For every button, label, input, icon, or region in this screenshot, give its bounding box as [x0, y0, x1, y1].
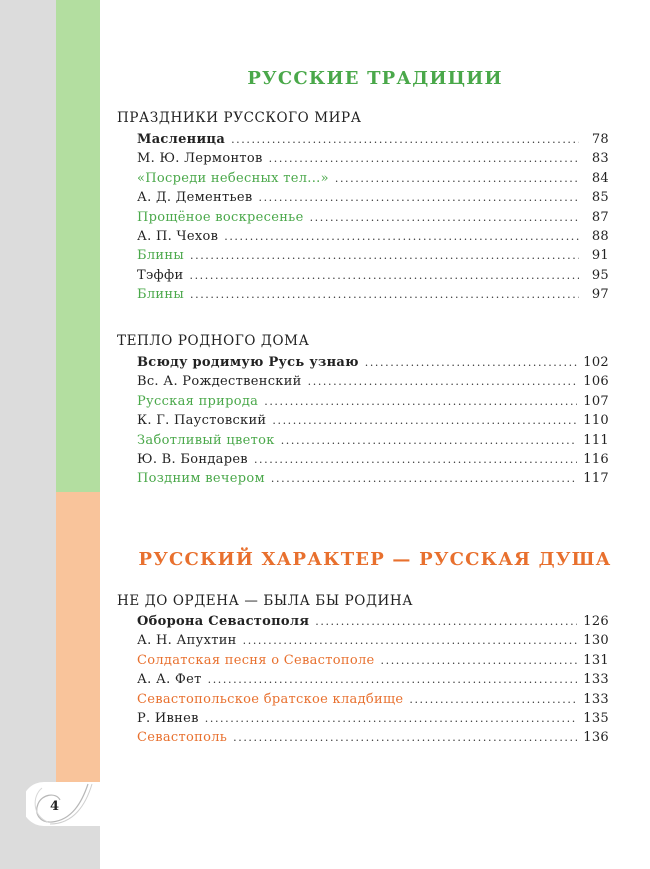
entry-page: 126 — [583, 614, 609, 629]
entry-title: Севастопольское братское кладбище — [137, 691, 404, 707]
toc-entry[interactable] — [137, 190, 609, 209]
toc-entry[interactable] — [137, 268, 609, 287]
entry-page: 130 — [583, 633, 609, 649]
toc-entry[interactable] — [137, 614, 609, 633]
dot-leader — [258, 191, 579, 204]
section-title-holidays: ПРАЗДНИКИ РУССКОГО МИРА — [117, 110, 362, 126]
entry-title: Прощёное воскресенье — [137, 209, 304, 225]
entry-page: 136 — [583, 730, 609, 746]
toc-entry[interactable] — [137, 210, 609, 229]
toc-entry[interactable] — [137, 355, 609, 374]
margin-green-strip — [56, 0, 100, 492]
dot-leader — [409, 693, 577, 706]
entry-title: «Посреди небесных тел...» — [137, 170, 329, 186]
margin-orange-strip — [56, 492, 100, 782]
entry-title: Блины — [137, 248, 184, 264]
dot-leader — [335, 172, 579, 185]
entry-title: Р. Ивнев — [137, 710, 199, 726]
page-curl-icon — [26, 782, 100, 826]
toc-entry[interactable] — [137, 730, 609, 749]
entry-page: 106 — [583, 374, 609, 390]
entry-page: 111 — [583, 432, 609, 448]
toc-entry[interactable] — [137, 633, 609, 652]
toc-entry[interactable] — [137, 248, 609, 267]
dot-leader — [310, 211, 579, 224]
entry-title: А. Д. Дементьев — [137, 190, 253, 206]
dot-leader — [271, 472, 577, 485]
section-title-not-for-medal: НЕ ДО ОРДЕНА — БЫЛА БЫ РОДИНА — [117, 593, 414, 609]
entry-page: 110 — [583, 413, 609, 429]
toc-entry[interactable] — [137, 394, 609, 413]
toc-entry[interactable] — [137, 433, 609, 452]
entry-title: Поздним вечером — [137, 471, 265, 487]
entry-page: 117 — [583, 471, 609, 487]
entry-title: Севастополь — [137, 730, 228, 746]
dot-leader — [365, 356, 578, 369]
toc-entry[interactable] — [137, 653, 609, 672]
toc-entry[interactable] — [137, 692, 609, 711]
part-title-russian-character: РУССКИЙ ХАРАКТЕР — РУССКАЯ ДУША — [138, 549, 612, 570]
entry-title: А. А. Фет — [137, 672, 202, 688]
entry-page: 84 — [591, 170, 609, 186]
toc-entry[interactable] — [137, 132, 609, 151]
toc-list-home-warmth — [137, 355, 609, 491]
entry-page: 78 — [591, 132, 609, 147]
entry-title: Солдатская песня о Севастополе — [137, 652, 375, 668]
entry-title: А. П. Чехов — [137, 228, 219, 244]
entry-title: Заботливый цветок — [137, 432, 275, 448]
entry-page: 133 — [583, 672, 609, 688]
dot-leader — [315, 615, 577, 628]
entry-title: Всюду родимую Русь узнаю — [137, 355, 359, 370]
dot-leader — [264, 395, 577, 408]
toc-entry[interactable] — [137, 287, 609, 306]
entry-title: Тэффи — [137, 267, 184, 283]
entry-page: 97 — [591, 287, 609, 303]
dot-leader — [224, 230, 579, 243]
entry-title: М. Ю. Лермонтов — [137, 151, 263, 167]
toc-list-holidays — [137, 132, 609, 307]
entry-page: 85 — [591, 190, 609, 206]
toc-entry[interactable] — [137, 672, 609, 691]
toc-entry[interactable] — [137, 471, 609, 490]
entry-title: Оборона Севастополя — [137, 614, 310, 629]
entry-title: Блины — [137, 287, 184, 303]
margin-gray-strip — [0, 0, 56, 869]
entry-page: 91 — [591, 248, 609, 264]
toc-entry[interactable] — [137, 171, 609, 190]
page-number: 4 — [50, 799, 60, 814]
entry-title: К. Г. Паустовский — [137, 413, 267, 429]
dot-leader — [281, 434, 578, 447]
entry-title: А. Н. Апухтин — [137, 633, 237, 649]
entry-page: 87 — [591, 209, 609, 225]
dot-leader — [308, 375, 578, 388]
entry-title: Русская природа — [137, 393, 259, 409]
entry-page: 135 — [583, 710, 609, 726]
entry-page: 131 — [583, 652, 609, 668]
entry-title: Вс. А. Рождественский — [137, 374, 302, 390]
dot-leader — [243, 634, 578, 647]
entry-title: Масленица — [137, 132, 226, 147]
toc-entry[interactable] — [137, 452, 609, 471]
dot-leader — [269, 152, 579, 165]
dot-leader — [205, 712, 578, 725]
toc-list-not-for-medal — [137, 614, 609, 750]
entry-page: 102 — [583, 355, 609, 370]
dot-leader — [208, 673, 578, 686]
dot-leader — [254, 453, 577, 466]
margin-gray-strip-bottom — [56, 826, 100, 869]
dot-leader — [190, 249, 579, 262]
dot-leader — [233, 731, 577, 744]
dot-leader — [381, 654, 578, 667]
entry-page: 107 — [583, 393, 609, 409]
toc-entry[interactable] — [137, 413, 609, 432]
toc-entry[interactable] — [137, 374, 609, 393]
entry-page: 116 — [583, 451, 609, 467]
entry-title: Ю. В. Бондарев — [137, 451, 248, 467]
dot-leader — [231, 133, 579, 146]
dot-leader — [189, 269, 579, 282]
entry-page: 95 — [591, 267, 609, 283]
toc-entry[interactable] — [137, 151, 609, 170]
toc-entry[interactable] — [137, 711, 609, 730]
toc-entry[interactable] — [137, 229, 609, 248]
part-title-russian-traditions: РУССКИЕ ТРАДИЦИИ — [247, 68, 503, 89]
entry-page: 88 — [591, 228, 609, 244]
entry-page: 83 — [591, 151, 609, 167]
entry-page: 133 — [583, 691, 609, 707]
dot-leader — [272, 414, 577, 427]
section-title-home-warmth: ТЕПЛО РОДНОГО ДОМА — [117, 333, 310, 349]
dot-leader — [190, 288, 579, 301]
